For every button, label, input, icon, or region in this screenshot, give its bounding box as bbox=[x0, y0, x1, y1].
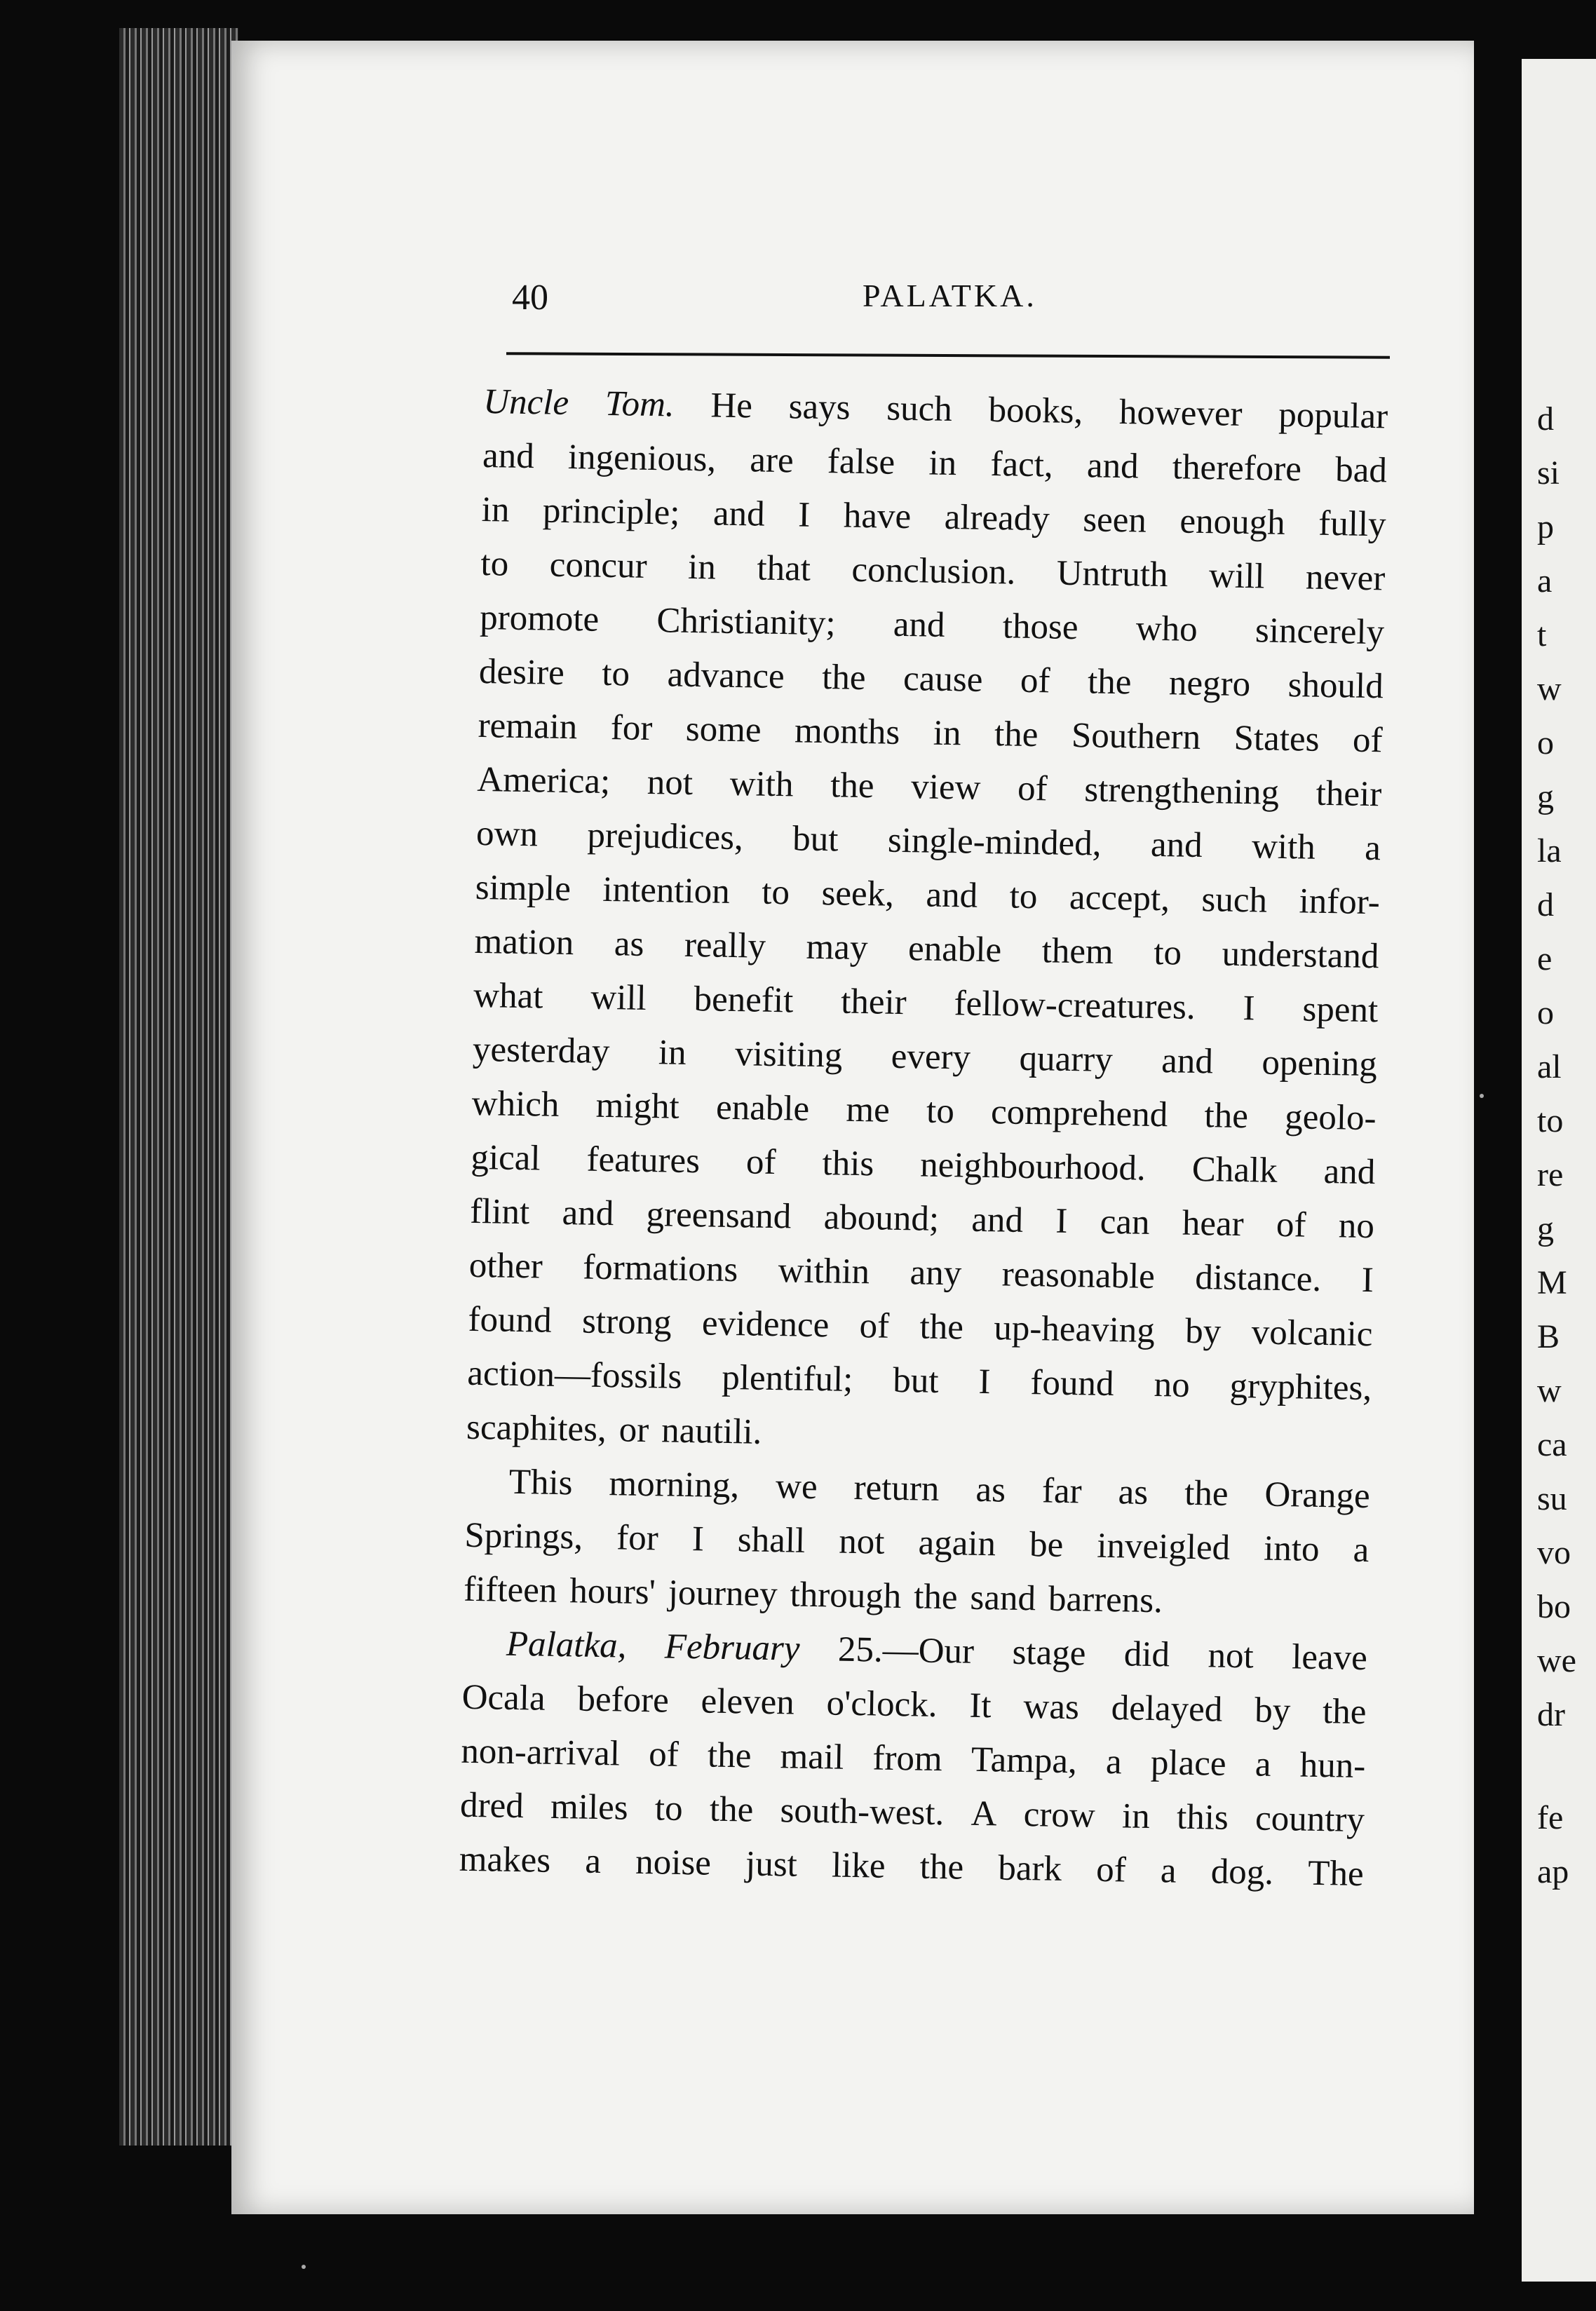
word: the bbox=[821, 658, 867, 698]
word: of bbox=[1017, 768, 1048, 809]
word: o'clock. bbox=[826, 1683, 938, 1725]
word: a bbox=[1353, 1530, 1370, 1571]
facing-page-fragment: p bbox=[1537, 508, 1554, 545]
facing-page-fragment: ap bbox=[1537, 1853, 1569, 1890]
word: by bbox=[1184, 1311, 1222, 1352]
facing-page-fragment: B bbox=[1537, 1318, 1560, 1355]
word: not bbox=[838, 1522, 885, 1562]
word: like bbox=[831, 1845, 886, 1886]
word: and bbox=[1161, 1041, 1214, 1082]
word: I bbox=[691, 1519, 705, 1559]
word: return bbox=[853, 1468, 940, 1509]
word: visiting bbox=[734, 1034, 843, 1076]
word: conclusion. bbox=[851, 550, 1016, 592]
facing-page-fragment: al bbox=[1537, 1048, 1562, 1085]
word: in bbox=[933, 713, 961, 754]
word: gryphites, bbox=[1229, 1366, 1372, 1409]
word: have bbox=[843, 496, 912, 537]
word: principle; bbox=[542, 491, 680, 533]
facing-page-fragment: e bbox=[1537, 940, 1553, 977]
word: mail bbox=[780, 1737, 844, 1777]
word: the bbox=[830, 766, 875, 806]
facing-page-fragment: g bbox=[1537, 778, 1554, 815]
word: found bbox=[1030, 1363, 1115, 1404]
word: infor- bbox=[1299, 881, 1381, 923]
word: leave bbox=[1291, 1637, 1368, 1679]
word: the bbox=[919, 1847, 964, 1888]
word: before bbox=[577, 1679, 670, 1721]
word: months bbox=[794, 711, 900, 752]
word: will bbox=[1208, 556, 1265, 597]
word: but bbox=[792, 819, 839, 860]
word: may bbox=[806, 927, 868, 968]
word: place bbox=[1150, 1743, 1227, 1784]
word: of bbox=[1020, 660, 1050, 701]
word: comprehend bbox=[990, 1092, 1168, 1135]
word: I bbox=[1243, 989, 1256, 1029]
word: which bbox=[471, 1083, 560, 1125]
facing-page-fragment: M bbox=[1537, 1264, 1567, 1301]
word: as bbox=[975, 1470, 1006, 1510]
word: distance. bbox=[1194, 1257, 1322, 1299]
word: abound; bbox=[823, 1198, 940, 1239]
word: enable bbox=[715, 1087, 810, 1129]
facing-page-fragment: si bbox=[1537, 454, 1560, 492]
word: are bbox=[749, 440, 794, 481]
word: fifteen bbox=[463, 1569, 557, 1611]
word: what bbox=[473, 975, 543, 1017]
word: such bbox=[1201, 880, 1268, 921]
word: and bbox=[893, 604, 945, 645]
word: will bbox=[590, 977, 647, 1018]
facing-page-fragment: t bbox=[1537, 616, 1547, 653]
word: fellow-creatures. bbox=[954, 984, 1196, 1027]
word: bad bbox=[1334, 450, 1388, 491]
word: intention bbox=[602, 869, 731, 911]
word: inveigled bbox=[1096, 1526, 1231, 1568]
word: non-arrival bbox=[460, 1731, 621, 1774]
facing-page-fragment: la bbox=[1537, 832, 1562, 869]
word: stage bbox=[1012, 1632, 1086, 1674]
word: sand bbox=[970, 1578, 1036, 1619]
word: scaphites, bbox=[466, 1407, 607, 1450]
word: and bbox=[1323, 1152, 1376, 1193]
word: miles bbox=[550, 1787, 629, 1828]
word: in bbox=[481, 489, 510, 530]
word: makes bbox=[459, 1839, 551, 1880]
word: far bbox=[1041, 1471, 1083, 1512]
word: and bbox=[712, 494, 766, 534]
word: into bbox=[1263, 1529, 1320, 1569]
word: of bbox=[745, 1142, 777, 1183]
word: be bbox=[1029, 1525, 1064, 1565]
word: view bbox=[910, 767, 981, 808]
word: some bbox=[685, 709, 762, 750]
word: accept, bbox=[1069, 877, 1170, 919]
word: action—fossils bbox=[466, 1353, 682, 1397]
facing-page-fragment: bo bbox=[1537, 1588, 1571, 1625]
word: to bbox=[926, 1091, 955, 1132]
word: features bbox=[586, 1139, 701, 1181]
word: bark bbox=[997, 1848, 1062, 1889]
word: the bbox=[707, 1735, 752, 1776]
word: the bbox=[1184, 1473, 1229, 1514]
word: Chalk bbox=[1191, 1149, 1278, 1191]
word: noise bbox=[635, 1842, 712, 1883]
word: geolo- bbox=[1284, 1097, 1377, 1139]
word: by bbox=[1254, 1690, 1291, 1731]
word: 25.—Our bbox=[837, 1629, 975, 1672]
facing-page-fragment: d bbox=[1537, 886, 1554, 923]
word: He bbox=[710, 386, 753, 426]
word: gical bbox=[471, 1137, 541, 1179]
word: with bbox=[1251, 827, 1316, 867]
word: the bbox=[1204, 1096, 1249, 1137]
word: ingenious, bbox=[567, 438, 717, 480]
word: to bbox=[654, 1789, 684, 1829]
word: not bbox=[647, 762, 694, 804]
word: did bbox=[1123, 1634, 1170, 1675]
word: remain bbox=[478, 705, 578, 747]
word: no bbox=[1338, 1206, 1375, 1247]
facing-page-fragment: o bbox=[1537, 994, 1554, 1031]
word: should bbox=[1287, 665, 1384, 707]
word: their bbox=[840, 982, 907, 1023]
word: to bbox=[1153, 933, 1182, 973]
word: morning, bbox=[609, 1464, 740, 1506]
paper-speck bbox=[1480, 1094, 1484, 1098]
facing-page-fragment: o bbox=[1537, 724, 1554, 761]
word: as bbox=[1118, 1472, 1149, 1512]
word: I bbox=[1055, 1201, 1068, 1241]
word: was bbox=[1023, 1687, 1080, 1728]
word: this bbox=[1176, 1797, 1229, 1838]
word: a bbox=[584, 1841, 602, 1882]
word: as bbox=[614, 924, 644, 964]
word: in bbox=[1121, 1796, 1151, 1837]
facing-page-fragment: w bbox=[1537, 670, 1562, 707]
word: reasonable bbox=[1001, 1254, 1156, 1297]
word: again bbox=[918, 1523, 996, 1564]
word: Tom. bbox=[604, 384, 675, 425]
word: the bbox=[709, 1789, 754, 1830]
word: enable bbox=[907, 929, 1002, 970]
word: quarry bbox=[1019, 1038, 1114, 1080]
word: simple bbox=[475, 867, 572, 909]
facing-page-fragment: w bbox=[1537, 1372, 1562, 1409]
word: to bbox=[480, 543, 509, 584]
word: advance bbox=[667, 655, 785, 697]
word: any bbox=[909, 1253, 962, 1294]
word: evidence bbox=[701, 1303, 830, 1346]
word: and bbox=[971, 1200, 1024, 1240]
word: within bbox=[778, 1251, 870, 1292]
word: This bbox=[508, 1462, 573, 1503]
word: country bbox=[1255, 1798, 1365, 1841]
word: a bbox=[1160, 1851, 1177, 1891]
word: me bbox=[846, 1090, 891, 1130]
word: with bbox=[729, 764, 794, 805]
facing-page-edge bbox=[1522, 59, 1596, 2282]
word: south-west. bbox=[780, 1791, 945, 1834]
word: cause bbox=[902, 658, 983, 700]
paper-speck bbox=[302, 2265, 306, 2269]
word: the bbox=[1322, 1692, 1367, 1733]
word: from bbox=[872, 1738, 943, 1780]
word: I bbox=[978, 1362, 992, 1402]
word: yesterday bbox=[472, 1029, 610, 1072]
word: fully bbox=[1318, 503, 1387, 545]
page-number: 40 bbox=[512, 278, 548, 318]
word: journey bbox=[668, 1573, 778, 1615]
word: volcanic bbox=[1251, 1313, 1373, 1355]
facing-page-fragment: we bbox=[1537, 1642, 1576, 1679]
word: America; bbox=[476, 759, 611, 802]
word: in bbox=[928, 443, 957, 484]
word: of bbox=[1352, 720, 1383, 761]
word: popular bbox=[1278, 395, 1388, 437]
word: them bbox=[1041, 931, 1114, 972]
facing-page-fragment: g bbox=[1537, 1210, 1554, 1247]
word: of bbox=[1276, 1205, 1307, 1245]
word: Orange bbox=[1264, 1475, 1371, 1517]
word: delayed bbox=[1111, 1688, 1223, 1730]
facing-page-fragment: vo bbox=[1537, 1534, 1571, 1571]
word: a bbox=[1255, 1744, 1271, 1784]
word: in bbox=[687, 547, 717, 588]
word: Springs, bbox=[464, 1515, 583, 1557]
word: seek, bbox=[821, 874, 895, 914]
word: already bbox=[944, 497, 1050, 539]
word: I bbox=[1361, 1260, 1374, 1301]
word: the bbox=[1087, 662, 1132, 703]
word: concur bbox=[549, 545, 648, 586]
word: promote bbox=[479, 597, 600, 639]
word: Tampa, bbox=[971, 1740, 1078, 1782]
word: to bbox=[601, 653, 630, 694]
word: negro bbox=[1168, 663, 1251, 705]
word: Southern bbox=[1071, 715, 1201, 758]
word: prejudices, bbox=[587, 815, 744, 858]
word: dred bbox=[459, 1785, 525, 1827]
word: own bbox=[475, 813, 539, 855]
word: eleven bbox=[701, 1681, 795, 1723]
word: and bbox=[482, 435, 535, 477]
word: Untruth bbox=[1056, 553, 1168, 595]
word: hours' bbox=[569, 1571, 656, 1613]
facing-page-fragment: su bbox=[1537, 1480, 1567, 1517]
word: strong bbox=[581, 1301, 672, 1343]
word: strengthening bbox=[1083, 770, 1280, 813]
facing-page-fragment: to bbox=[1537, 1102, 1564, 1139]
word: might bbox=[595, 1085, 680, 1127]
word: we bbox=[775, 1467, 818, 1507]
running-head bbox=[512, 277, 1388, 319]
word: plentiful; bbox=[721, 1357, 853, 1400]
word: greensand bbox=[646, 1195, 792, 1237]
word: enough bbox=[1179, 501, 1286, 543]
facing-page-fragment: a bbox=[1537, 562, 1553, 599]
word: seen bbox=[1082, 500, 1147, 541]
word: that bbox=[757, 548, 811, 589]
word: shall bbox=[737, 1520, 806, 1561]
word: Uncle bbox=[482, 381, 569, 423]
word: Christianity; bbox=[656, 601, 836, 644]
word: It bbox=[968, 1686, 992, 1726]
word: other bbox=[468, 1245, 543, 1287]
word: I bbox=[797, 495, 811, 535]
word: the bbox=[919, 1307, 964, 1348]
book-page-edges bbox=[119, 28, 238, 2146]
facing-page-fragment: dr bbox=[1537, 1696, 1565, 1733]
word: of bbox=[1095, 1850, 1127, 1890]
word: books, bbox=[988, 390, 1083, 432]
page-text bbox=[459, 375, 1388, 1902]
word: single-minded, bbox=[887, 820, 1102, 864]
word: mation bbox=[474, 921, 574, 963]
word: false bbox=[827, 442, 895, 482]
word: says bbox=[788, 387, 851, 428]
word: up-heaving bbox=[993, 1308, 1156, 1351]
word: and bbox=[926, 875, 978, 916]
word: a bbox=[1105, 1742, 1123, 1782]
word: but bbox=[892, 1360, 939, 1401]
word: opening bbox=[1262, 1043, 1378, 1085]
word: benefit bbox=[694, 980, 794, 1021]
facing-page-fragment: d bbox=[1537, 400, 1554, 438]
word: no bbox=[1154, 1365, 1191, 1405]
word: and bbox=[1086, 446, 1139, 487]
word: Palatka, bbox=[506, 1624, 627, 1666]
word: in bbox=[658, 1033, 687, 1073]
running-title: PALATKA. bbox=[863, 278, 1037, 313]
word: a bbox=[1364, 828, 1381, 869]
word: sincerely bbox=[1255, 611, 1385, 653]
word: the bbox=[913, 1577, 959, 1618]
word: every bbox=[891, 1036, 971, 1078]
word: of bbox=[859, 1306, 890, 1346]
word: through bbox=[790, 1575, 902, 1617]
word: hun- bbox=[1299, 1745, 1366, 1787]
word: not bbox=[1208, 1636, 1255, 1676]
word: to bbox=[1009, 876, 1038, 917]
word: flint bbox=[469, 1191, 530, 1233]
word: formations bbox=[582, 1247, 738, 1290]
word: those bbox=[1002, 606, 1078, 648]
word: crow bbox=[1023, 1795, 1096, 1836]
word: nautili. bbox=[661, 1411, 762, 1452]
word: and bbox=[1150, 825, 1203, 866]
word: barrens. bbox=[1048, 1579, 1163, 1621]
word: such bbox=[886, 388, 953, 430]
word: however bbox=[1118, 393, 1243, 434]
word: hear bbox=[1182, 1203, 1245, 1245]
word: The bbox=[1307, 1853, 1365, 1895]
word: can bbox=[1100, 1202, 1151, 1242]
word: States bbox=[1233, 718, 1320, 759]
word: for bbox=[616, 1518, 659, 1559]
word: the bbox=[994, 714, 1039, 755]
word: to bbox=[761, 872, 790, 913]
word: therefore bbox=[1172, 447, 1302, 489]
word: neighbourhood. bbox=[919, 1145, 1147, 1188]
word: their bbox=[1316, 773, 1382, 815]
word: for bbox=[610, 708, 653, 749]
word: understand bbox=[1222, 934, 1379, 977]
word: or bbox=[618, 1410, 649, 1451]
word: and bbox=[562, 1193, 614, 1234]
word: A bbox=[971, 1794, 997, 1834]
facing-page-fragment: fe bbox=[1537, 1799, 1564, 1836]
word: fact, bbox=[990, 445, 1054, 485]
facing-page-fragment: ca bbox=[1537, 1426, 1567, 1463]
word: spent bbox=[1302, 989, 1379, 1031]
word: never bbox=[1305, 557, 1386, 599]
word: February bbox=[664, 1627, 800, 1669]
word: this bbox=[822, 1144, 874, 1184]
word: found bbox=[468, 1299, 553, 1341]
word: really bbox=[684, 925, 766, 966]
word: who bbox=[1135, 609, 1198, 649]
facing-page-fragment: re bbox=[1537, 1156, 1564, 1193]
word: desire bbox=[478, 651, 565, 693]
word: of bbox=[648, 1735, 679, 1775]
word: Ocala bbox=[461, 1677, 546, 1719]
word: dog. bbox=[1210, 1852, 1274, 1892]
word: just bbox=[745, 1844, 798, 1885]
